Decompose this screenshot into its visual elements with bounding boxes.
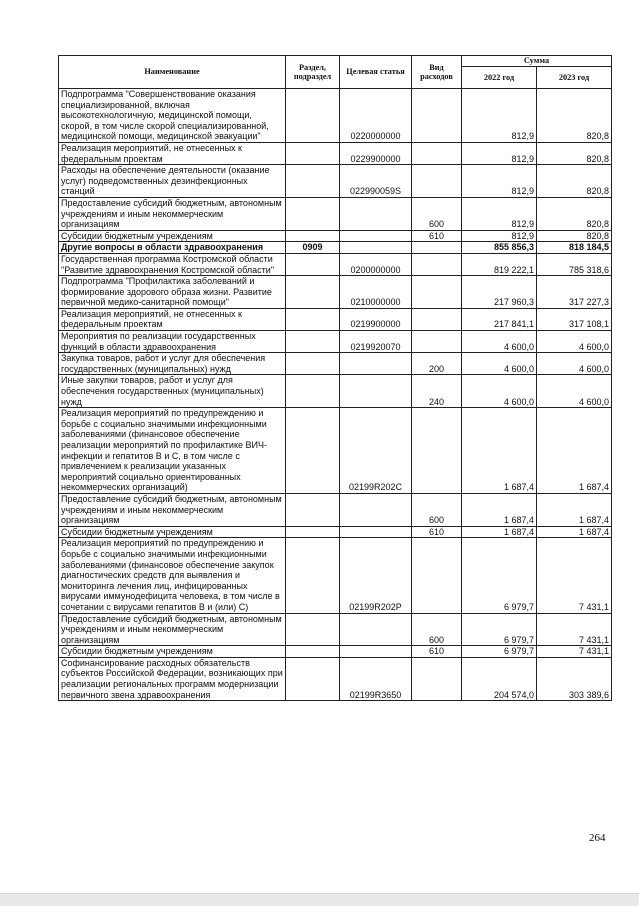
- cell-section: [286, 657, 340, 700]
- table-row: [59, 526, 612, 538]
- cell-section: [286, 493, 340, 526]
- cell-y2022: 812,9: [462, 165, 537, 198]
- cell-section: [286, 526, 340, 538]
- cell-name: Подпрограмма "Профилактика заболеваний и формирование здорового образа жизни. Развитие первичной медико-санитарной помощи": [59, 276, 286, 309]
- cell-type: [412, 142, 462, 164]
- header-type: Вид расходов: [412, 56, 462, 89]
- cell-name: Субсидии бюджетным учреждениям: [59, 526, 286, 538]
- cell-name: Подпрограмма "Совершенствование оказания специализированной, включая высокотехнологичную, медицинской помощи, скорой, в том числе скорой специализированной, медицинской помощи, медицинской эвакуации": [59, 89, 286, 143]
- cell-y2022: 812,9: [462, 142, 537, 164]
- cell-section: [286, 375, 340, 408]
- cell-y2022: 812,9: [462, 89, 537, 143]
- header-year-2023: 2023 год: [537, 67, 612, 89]
- cell-name: Реализация мероприятий, не отнесенных к федеральным проектам: [59, 142, 286, 164]
- cell-type: [412, 276, 462, 309]
- cell-target: [340, 493, 412, 526]
- cell-type: 600: [412, 493, 462, 526]
- table-row: [59, 375, 612, 408]
- cell-y2023: 818 184,5: [537, 242, 612, 254]
- cell-section: [286, 276, 340, 309]
- cell-y2023: 317 108,1: [537, 308, 612, 330]
- cell-target: [340, 613, 412, 646]
- cell-section: [286, 253, 340, 275]
- cell-name: Иные закупки товаров, работ и услуг для обеспечения государственных (муниципальных) нужд: [59, 375, 286, 408]
- table-row: [59, 353, 612, 375]
- cell-y2022: 4 600,0: [462, 331, 537, 353]
- cell-type: 200: [412, 353, 462, 375]
- cell-y2023: 820,8: [537, 230, 612, 242]
- cell-target: 022990059S: [340, 165, 412, 198]
- cell-y2023: 7 431,1: [537, 613, 612, 646]
- cell-name: Закупка товаров, работ и услуг для обеспечения государственных (муниципальных) нужд: [59, 353, 286, 375]
- cell-y2023: 1 687,4: [537, 408, 612, 494]
- cell-y2023: 7 431,1: [537, 538, 612, 613]
- cell-y2022: 204 574,0: [462, 657, 537, 700]
- bottom-strip: [0, 893, 639, 906]
- cell-y2023: 1 687,4: [537, 526, 612, 538]
- cell-y2022: 819 222,1: [462, 253, 537, 275]
- cell-y2022: 6 979,7: [462, 613, 537, 646]
- cell-name: Реализация мероприятий по предупреждению и борьбе с социально значимыми инфекционными заболеваниями (финансовое обеспечение реализации мероприятий по профилактике ВИЧ- инфекции и гепатитов В и С, в том числе с привлечением к реализации указанных мероприятий социально ориентированных некоммерческих организаций): [59, 408, 286, 494]
- cell-section: [286, 197, 340, 230]
- table-row: [59, 646, 612, 658]
- cell-target: [340, 526, 412, 538]
- cell-section: [286, 353, 340, 375]
- cell-target: [340, 646, 412, 658]
- cell-y2022: 217 841,1: [462, 308, 537, 330]
- cell-name: Субсидии бюджетным учреждениям: [59, 230, 286, 242]
- table-row: [59, 165, 612, 198]
- cell-y2023: 1 687,4: [537, 493, 612, 526]
- cell-section: [286, 308, 340, 330]
- cell-target: [340, 353, 412, 375]
- cell-type: [412, 242, 462, 254]
- table-row: [59, 253, 612, 275]
- cell-type: 240: [412, 375, 462, 408]
- cell-target: 02199R202P: [340, 538, 412, 613]
- header-year-2022: 2022 год: [462, 67, 537, 89]
- table-header-row: [59, 56, 612, 67]
- header-target: Целевая статья: [340, 56, 412, 89]
- cell-type: 610: [412, 646, 462, 658]
- cell-type: [412, 331, 462, 353]
- table-row: [59, 197, 612, 230]
- cell-type: 610: [412, 526, 462, 538]
- cell-y2023: 4 600,0: [537, 331, 612, 353]
- cell-y2022: 6 979,7: [462, 538, 537, 613]
- cell-y2023: 820,8: [537, 89, 612, 143]
- cell-y2023: 785 318,6: [537, 253, 612, 275]
- cell-name: Государственная программа Костромской области "Развитие здравоохранения Костромской области": [59, 253, 286, 275]
- cell-type: [412, 657, 462, 700]
- cell-type: [412, 89, 462, 143]
- table-body: [59, 89, 612, 701]
- cell-type: [412, 165, 462, 198]
- table-row: [59, 230, 612, 242]
- table-row: [59, 613, 612, 646]
- cell-section: [286, 331, 340, 353]
- cell-section: [286, 230, 340, 242]
- cell-y2022: 1 687,4: [462, 408, 537, 494]
- budget-table: [58, 55, 612, 701]
- cell-type: [412, 308, 462, 330]
- table-row: [59, 276, 612, 309]
- cell-y2023: 820,8: [537, 165, 612, 198]
- cell-target: 0229900000: [340, 142, 412, 164]
- cell-section: [286, 142, 340, 164]
- cell-target: [340, 242, 412, 254]
- table-row: [59, 408, 612, 494]
- cell-y2022: 6 979,7: [462, 646, 537, 658]
- cell-name: Другие вопросы в области здравоохранения: [59, 242, 286, 254]
- page-number: 264: [589, 832, 606, 844]
- cell-name: Софинансирование расходных обязательств субъектов Российской Федерации, возникающих при реализации региональных программ модернизации первичного звена здравоохранения: [59, 657, 286, 700]
- table-row: [59, 657, 612, 700]
- cell-y2023: 303 389,6: [537, 657, 612, 700]
- cell-y2023: 820,8: [537, 197, 612, 230]
- cell-y2022: 812,9: [462, 230, 537, 242]
- header-section: Раздел, подраздел: [286, 56, 340, 89]
- cell-section: [286, 613, 340, 646]
- cell-section: [286, 538, 340, 613]
- cell-y2022: 217 960,3: [462, 276, 537, 309]
- cell-name: Мероприятия по реализации государственных функций в области здравоохранения: [59, 331, 286, 353]
- cell-type: 610: [412, 230, 462, 242]
- cell-y2023: 7 431,1: [537, 646, 612, 658]
- table-row: [59, 538, 612, 613]
- cell-target: 0220000000: [340, 89, 412, 143]
- cell-target: 0200000000: [340, 253, 412, 275]
- cell-section: [286, 408, 340, 494]
- cell-target: [340, 375, 412, 408]
- cell-y2023: 4 600,0: [537, 353, 612, 375]
- header-name: Наименование: [59, 56, 286, 89]
- cell-name: Предоставление субсидий бюджетным, автономным учреждениям и иным некоммерческим организациям: [59, 493, 286, 526]
- cell-y2022: 4 600,0: [462, 375, 537, 408]
- cell-y2022: 812,9: [462, 197, 537, 230]
- cell-section: [286, 89, 340, 143]
- cell-section: [286, 165, 340, 198]
- cell-target: 02199R3650: [340, 657, 412, 700]
- cell-y2022: 855 856,3: [462, 242, 537, 254]
- cell-y2022: 4 600,0: [462, 353, 537, 375]
- cell-type: 600: [412, 613, 462, 646]
- cell-name: Расходы на обеспечение деятельности (оказание услуг) подведомственных дезинфекционных станций: [59, 165, 286, 198]
- cell-target: 0219900000: [340, 308, 412, 330]
- cell-y2023: 820,8: [537, 142, 612, 164]
- cell-section: 0909: [286, 242, 340, 254]
- table-row: [59, 89, 612, 143]
- cell-target: 0210000000: [340, 276, 412, 309]
- cell-name: Предоставление субсидий бюджетным, автономным учреждениям и иным некоммерческим организациям: [59, 613, 286, 646]
- cell-section: [286, 646, 340, 658]
- table-row: [59, 308, 612, 330]
- cell-y2022: 1 687,4: [462, 526, 537, 538]
- cell-target: [340, 197, 412, 230]
- cell-type: [412, 408, 462, 494]
- cell-type: [412, 253, 462, 275]
- cell-type: 600: [412, 197, 462, 230]
- cell-name: Предоставление субсидий бюджетным, автономным учреждениям и иным некоммерческим организациям: [59, 197, 286, 230]
- cell-y2023: 4 600,0: [537, 375, 612, 408]
- table-row: [59, 142, 612, 164]
- cell-target: 02199R202C: [340, 408, 412, 494]
- cell-y2023: 317 227,3: [537, 276, 612, 309]
- header-sum: Сумма: [462, 56, 612, 67]
- cell-name: Реализация мероприятий, не отнесенных к федеральным проектам: [59, 308, 286, 330]
- cell-y2022: 1 687,4: [462, 493, 537, 526]
- cell-target: [340, 230, 412, 242]
- cell-type: [412, 538, 462, 613]
- table-row: [59, 242, 612, 254]
- cell-name: Субсидии бюджетным учреждениям: [59, 646, 286, 658]
- cell-name: Реализация мероприятий по предупреждению и борьбе с социально значимыми инфекционными заболеваниями (финансовое обеспечение закупок диагностических средств для выявления и мониторинга лечения лиц, инфицированных вирусами иммунодефицита человека, в том числе в сочетании с вирусами гепатитов В и (или) С): [59, 538, 286, 613]
- table-row: [59, 493, 612, 526]
- table-row: [59, 331, 612, 353]
- cell-target: 0219920070: [340, 331, 412, 353]
